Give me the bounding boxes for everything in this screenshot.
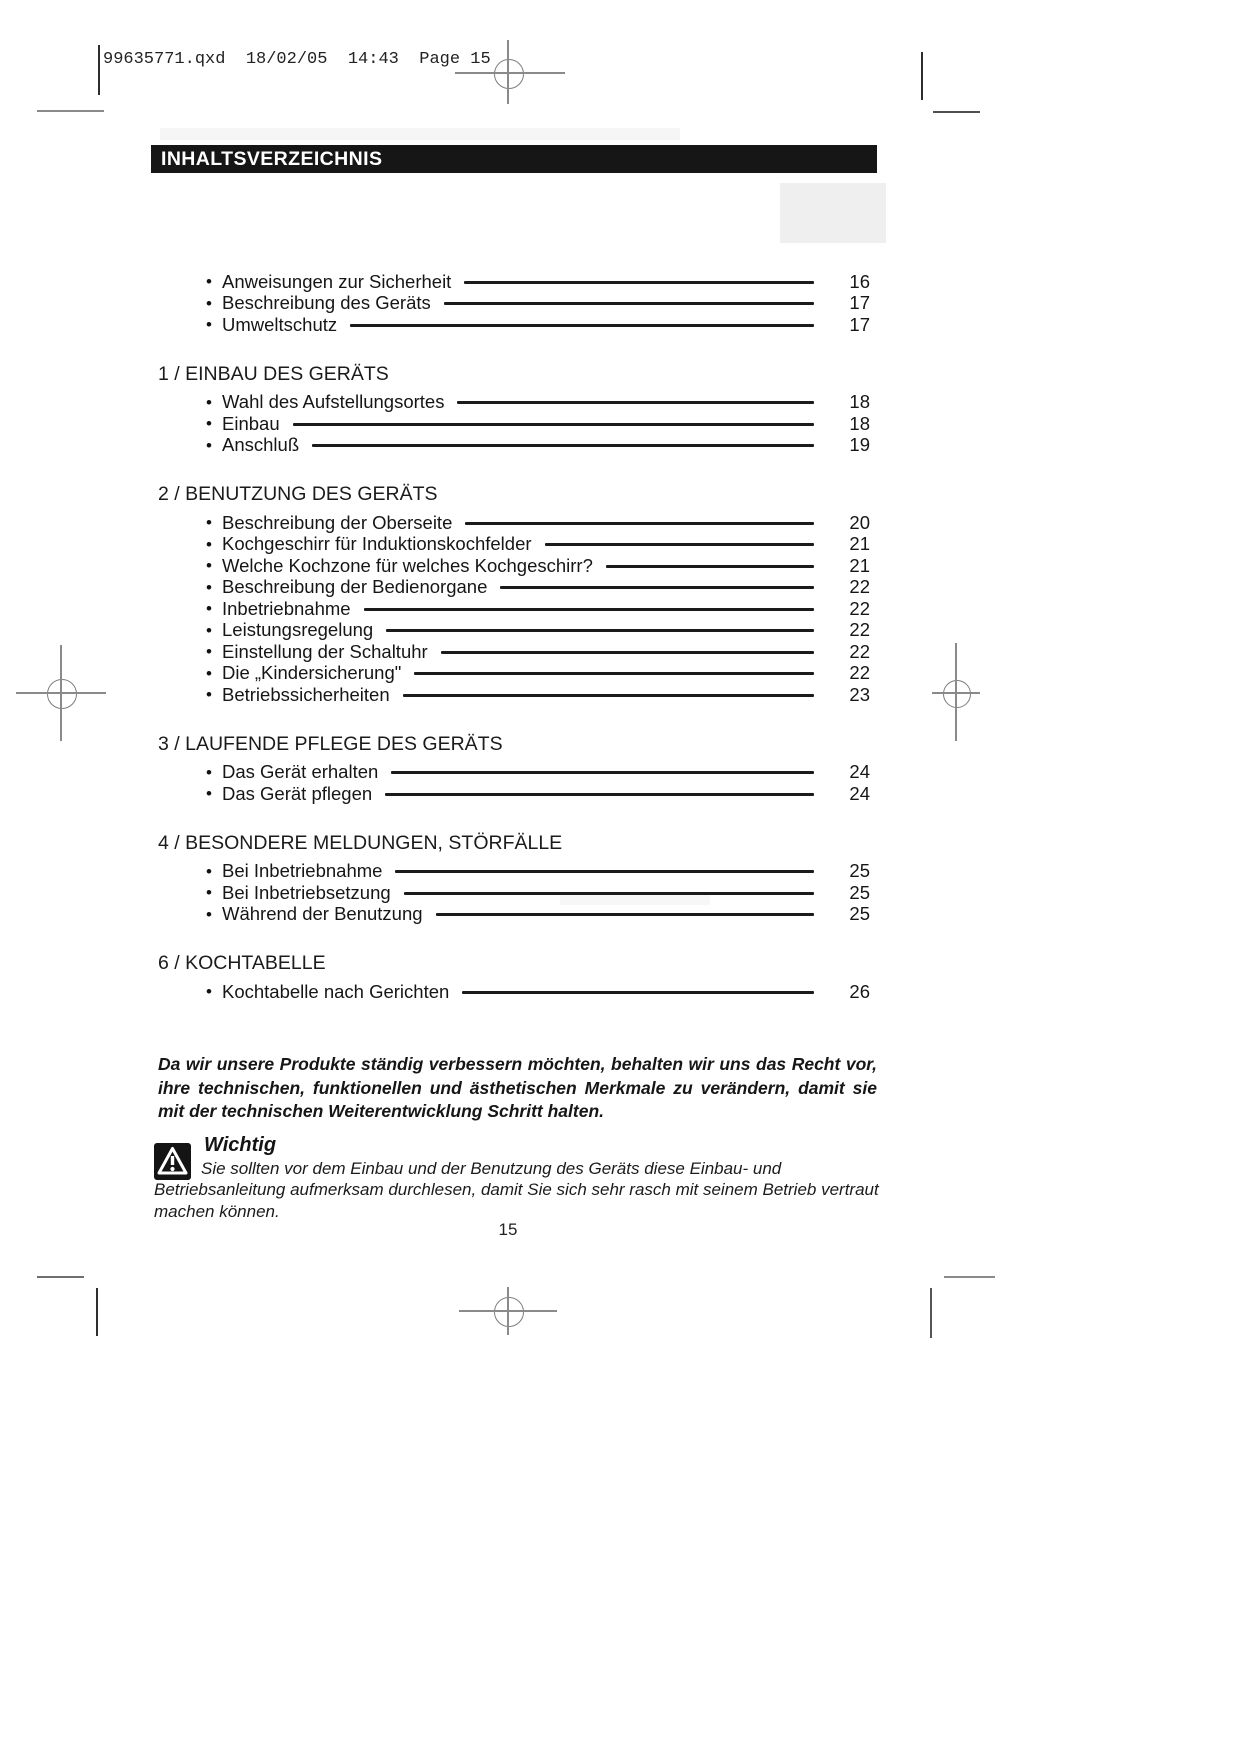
toc-section-heading: 4 / BESONDERE MELDUNGEN, STÖRFÄLLE <box>158 831 563 854</box>
crop-mark-bottom-left-vertical <box>96 1288 98 1336</box>
bullet-icon: • <box>206 577 212 597</box>
bullet-icon: • <box>206 315 212 334</box>
revision-note: Da wir unsere Produkte ständig verbessern möchten, behalten wir uns das Recht vor, ihre technischen, funktionellen und ästhetischen Merkmale zu verändern, damit sie mit der technischen Weiterentwicklung Schritt halten. <box>158 1054 877 1121</box>
bullet-icon: • <box>206 414 212 433</box>
leader-line <box>404 892 814 895</box>
toc-section-heading: 6 / KOCHTABELLE <box>158 952 326 974</box>
toc-entry-label: Inbetriebnahme <box>222 597 351 619</box>
bullet-icon: • <box>206 784 212 803</box>
bullet-icon: • <box>206 556 212 575</box>
crop-mark-top-right-vertical <box>921 52 923 100</box>
bullet-icon: • <box>206 642 212 661</box>
leader-line <box>364 608 814 611</box>
leader-line <box>350 324 814 327</box>
important-title: Wichtig <box>204 1134 277 1156</box>
toc-entry <box>158 577 870 599</box>
leader-line <box>436 913 814 916</box>
leader-line <box>391 771 814 774</box>
toc-entry-page: 21 <box>849 554 870 576</box>
leader-line <box>385 793 814 796</box>
page-number: 15 <box>498 1220 518 1239</box>
bullet-icon: • <box>206 685 212 704</box>
toc-entry-label: Umweltschutz <box>222 313 338 335</box>
toc-entry-label: Bei Inbetriebnahme <box>222 860 383 882</box>
toc-entry-page: 22 <box>849 662 870 684</box>
toc-entry <box>158 882 870 904</box>
toc-section <box>158 271 870 336</box>
toc-entry <box>158 783 870 805</box>
bullet-icon: • <box>206 272 212 291</box>
bullet-icon: • <box>206 883 212 902</box>
toc-entry <box>158 293 870 315</box>
toc-entry-page: 17 <box>849 313 870 335</box>
toc-entry-label: Leistungsregelung <box>222 619 374 641</box>
crop-mark-top-right-horizontal <box>933 111 980 113</box>
toc-entry-page: 25 <box>849 860 870 882</box>
leader-line <box>403 694 814 697</box>
toc-entry <box>158 663 870 685</box>
toc-entry <box>158 904 870 926</box>
toc-entry-label: Wahl des Aufstellungsortes <box>222 391 445 413</box>
leader-line <box>441 651 814 654</box>
toc-section <box>158 361 870 457</box>
bullet-icon: • <box>206 663 212 683</box>
toc-entry-page: 18 <box>849 391 870 413</box>
toc-entry-label: Beschreibung der Bedienorgane <box>222 576 488 598</box>
toc-entry-label: Anschluß <box>222 434 300 456</box>
toc-entry-label: Einbau <box>222 412 280 434</box>
bullet-icon: • <box>206 293 212 313</box>
toc-section-heading: 2 / BENUTZUNG DES GERÄTS <box>158 483 438 505</box>
toc-entry-page: 23 <box>849 683 870 705</box>
crop-mark-top-left-horizontal <box>37 110 104 112</box>
toc-entry <box>158 392 870 414</box>
leader-line <box>545 543 814 546</box>
toc-entry-page: 22 <box>849 640 870 662</box>
toc-entry <box>158 981 870 1003</box>
toc-entry-page: 16 <box>849 270 870 292</box>
leader-line <box>414 672 814 675</box>
toc-entry-label: Kochtabelle nach Gerichten <box>222 980 450 1002</box>
important-text: Sie sollten vor dem Einbau und der Benutzung des Geräts diese Einbau- und Betriebsanleitung aufmerksam durchlesen, damit Sie sich sehr rasch mit seinem Betrieb vertraut machen können. <box>154 1159 879 1221</box>
leader-line <box>465 522 814 525</box>
toc-entry-page: 25 <box>849 881 870 903</box>
important-notice <box>154 1133 894 1222</box>
toc-entry <box>158 271 870 293</box>
bullet-icon: • <box>206 982 212 1001</box>
leader-line <box>462 991 814 994</box>
crop-mark-bottom-right-vertical <box>930 1288 932 1338</box>
scan-smudge <box>160 128 680 140</box>
toc-entry <box>158 641 870 663</box>
toc <box>158 271 870 1003</box>
toc-entry-label: Die „Kindersicherung" <box>222 662 402 684</box>
leader-line <box>457 401 814 404</box>
print-job-header: 99635771.qxd 18/02/05 14:43 Page 15 <box>103 50 491 69</box>
toc-entry-page: 22 <box>849 619 870 641</box>
toc-entry-page: 24 <box>849 782 870 804</box>
page-title: INHALTSVERZEICHNIS <box>151 145 877 173</box>
toc-entry-page: 21 <box>849 533 870 555</box>
toc-entry <box>158 314 870 336</box>
toc-entry-page: 25 <box>849 903 870 925</box>
toc-entry-label: Anweisungen zur Sicherheit <box>222 270 452 292</box>
bullet-icon: • <box>206 534 212 554</box>
toc-section <box>158 481 870 706</box>
bullet-icon: • <box>206 861 212 881</box>
toc-section-heading: 1 / EINBAU DES GERÄTS <box>158 362 389 385</box>
toc-entry <box>158 512 870 534</box>
toc-entry <box>158 534 870 556</box>
toc-entry-page: 24 <box>849 761 870 783</box>
bullet-icon: • <box>206 435 212 455</box>
toc-entry-page: 18 <box>849 412 870 434</box>
toc-entry <box>158 435 870 457</box>
bullet-icon: • <box>206 513 212 532</box>
bullet-icon: • <box>206 392 212 412</box>
leader-line <box>444 302 814 305</box>
toc-entry-label: Während der Benutzung <box>222 903 423 925</box>
leader-line <box>293 423 814 426</box>
bullet-icon: • <box>206 620 212 640</box>
crop-mark-top-left-vertical <box>98 45 100 95</box>
toc-entry <box>158 413 870 435</box>
crop-mark-bottom-left-horizontal <box>37 1276 84 1278</box>
toc-entry <box>158 620 870 642</box>
toc-entry-label: Beschreibung des Geräts <box>222 292 431 314</box>
toc-entry-label: Kochgeschirr für Induktionskochfelder <box>222 533 532 555</box>
toc-entry-page: 26 <box>849 980 870 1002</box>
leader-line <box>395 870 814 873</box>
toc-entry-label: Welche Kochzone für welches Kochgeschirr? <box>222 554 593 576</box>
leader-line <box>386 629 814 632</box>
leader-line <box>464 281 814 284</box>
toc-entry-page: 20 <box>849 511 870 533</box>
bullet-icon: • <box>206 904 212 924</box>
toc-entry-label: Das Gerät erhalten <box>222 761 379 783</box>
toc-entry <box>158 762 870 784</box>
toc-section <box>158 731 870 805</box>
warning-triangle-icon <box>154 1143 191 1180</box>
toc-section-heading: 3 / LAUFENDE PFLEGE DES GERÄTS <box>158 732 503 755</box>
toc-entry-label: Das Gerät pflegen <box>222 782 373 804</box>
leader-line <box>606 565 814 568</box>
toc-entry <box>158 555 870 577</box>
toc-entry <box>158 684 870 706</box>
toc-entry-label: Beschreibung der Oberseite <box>222 511 453 533</box>
toc-entry-page: 17 <box>849 292 870 314</box>
toc-entry-label: Betriebssicherheiten <box>222 683 390 705</box>
toc-entry-page: 22 <box>849 576 870 598</box>
toc-section <box>158 830 870 926</box>
crop-mark-bottom-right-horizontal <box>944 1276 995 1278</box>
scan-smudge <box>780 183 886 243</box>
toc-entry <box>158 861 870 883</box>
toc-entry-label: Bei Inbetriebsetzung <box>222 881 391 903</box>
leader-line <box>312 444 814 447</box>
toc-entry-page: 19 <box>849 434 870 456</box>
leader-line <box>500 586 814 589</box>
toc-entry-page: 22 <box>849 597 870 619</box>
bullet-icon: • <box>206 762 212 782</box>
toc-entry-label: Einstellung der Schaltuhr <box>222 640 428 662</box>
toc-entry <box>158 598 870 620</box>
toc-section <box>158 950 870 1003</box>
bullet-icon: • <box>206 599 212 618</box>
